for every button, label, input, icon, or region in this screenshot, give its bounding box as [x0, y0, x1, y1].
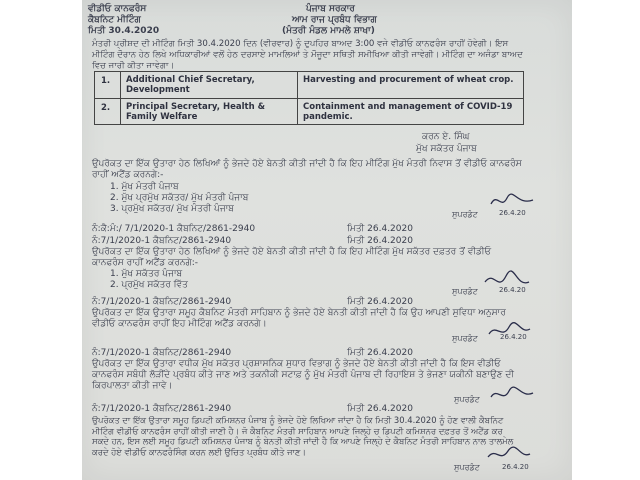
- section-3-list-item-1: 1. ਮੁੱਖ ਸਕੱਤਰ ਪੰਜਾਬ: [110, 269, 183, 279]
- header-right-line3: (ਮੰਤਰੀ ਮੰਡਲ ਮਾਮਲੇ ਸ਼ਾਖਾ): [282, 26, 375, 36]
- section-6-ref: ਨੰ:7/1/2020-1 ਕੈਬਨਿਟ/2861-2940: [92, 404, 232, 414]
- table-row-2-subject: Containment and management of COVID-19 pandemic.: [303, 102, 513, 122]
- header-right-line1: ਪੰਜਾਬ ਸਰਕਾਰ: [306, 4, 355, 14]
- intro-paragraph: ਮੰਤਰੀ ਪ੍ਰੀਸ਼ਦ ਦੀ ਮੀਟਿੰਗ ਮਿਤੀ 30.4.2020 ਦਿਨ (ਵੀਰਵਾਰ) ਨੂੰ ਦੁਪਹਿਰ ਬਾਅਦ 3:00 ਵਜੇ ਵੀਡੀਓ ਕਾਨਫਰੰਸ ਰਾਹੀਂ ਹੋਵੇਗੀ। ਇਸ ਮੀਟਿੰਗ ਦੌਰਾਨ ਹੇਠ ਲਿਖੇ ਅਧਿਕਾਰੀਆਂ ਵਲੋਂ ਹੇਠ ਦਰਸਾਏ ਮਾਮਲਿਆਂ ਤੇ ਮੌਜੂਦਾ ਸਥਿਤੀ ਸਮੀਖਿਆ ਕੀਤੀ ਜਾਵੇਗੀ। ਮੀਟਿੰਗ ਦਾ ਅਜੰਡਾ ਬਾਅਦ ਵਿਚ ਜਾਰੀ ਕੀਤਾ ਜਾਵੇਗਾ।: [92, 39, 523, 71]
- section-2-ref: ਨੰ:ਕੈ:ਮੰ:/ 7/1/2020-1 ਕੈਬਨਿਟ/2861-2940: [92, 224, 256, 234]
- section-3-list-item-2: 2. ਪ੍ਰਮੁੱਖ ਸਕੱਤਰ ਵਿੱਤ: [110, 280, 188, 290]
- section-3-handwritten-date: 26.4.20: [499, 286, 526, 294]
- section-4-ref: ਨੰ:7/1/2020-1 ਕੈਬਨਿਟ/2861-2940: [92, 297, 232, 307]
- section-6-handwritten-date: 26.4.20: [502, 463, 529, 471]
- header-left-line2: ਕੈਬਨਿਟ ਮੀਟਿੰਗ: [88, 15, 141, 25]
- section-5-sign: ਸੁਪਰਡੰਟ: [454, 395, 480, 404]
- signatory-name: ਕਰਨ ਏ. ਸਿੰਘ: [422, 132, 470, 142]
- section-5-ref: ਨੰ:7/1/2020-1 ਕੈਬਨਿਟ/2861-2940: [92, 348, 232, 358]
- section-1-list-item-1: 1. ਮੁੱਖ ਮੰਤਰੀ ਪੰਜਾਬ: [110, 182, 179, 192]
- section-6-sign: ਸੁਪਰਡੰਟ: [454, 463, 480, 472]
- table-row-2-num: 2.: [101, 103, 111, 113]
- agenda-table: [94, 71, 524, 125]
- document-photo: [82, 0, 572, 480]
- section-3-ref: ਨੰ:7/1/2020-1 ਕੈਬਨਿਟ/2861-2940: [92, 236, 232, 246]
- table-row-1-num: 1.: [101, 76, 111, 86]
- section-6-body: ਉਪਰੋਕਤ ਦਾ ਇੱਕ ਉਤਾਰਾ ਸਮੂਹ ਡਿਪਟੀ ਕਮਿਸ਼ਨਰ ਪੰਜਾਬ ਨੂੰ ਭੇਜਦੇ ਹੋਏ ਲਿਖਿਆ ਜਾਂਦਾ ਹੈ ਕਿ ਮਿਤੀ 30.4.2020 ਨੂੰ ਹੋਣ ਵਾਲੀ ਕੈਬਨਿਟ ਮੀਟਿੰਗ ਵੀਡੀਓ ਕਾਨਫਰੰਸ ਰਾਹੀਂ ਕੀਤੀ ਜਾਣੀ ਹੈ। ਜੋ ਕੈਬਨਿਟ ਮੰਤਰੀ ਸਾਹਿਬਾਨ ਆਪਣੇ ਜਿਲ੍ਹੇ ਚ ਡਿਪਟੀ ਕਮਿਸ਼ਨਰ ਦਫ਼ਤਰ ਤੋਂ ਅਟੈਂਡ ਕਰ ਸਕਦੇ ਹਨ, ਇਸ ਲਈ ਸਮੂਹ ਡਿਪਟੀ ਕਮਿਸ਼ਨਰ ਪੰਜਾਬ ਨੂੰ ਬੇਨਤੀ ਕੀਤੀ ਜਾਂਦੀ ਹੈ ਕਿ ਆਪਣੇ ਜਿਲ੍ਹੇ ਦੇ ਕੈਬਨਿਟ ਮੰਤਰੀ ਸਾਹਿਬਾਨ ਨਾਲ ਤਾਲਮੇਲ ਕਰਦੇ ਹੋਏ ਵੀਡੀਓ ਕਾਨਫਰੰਸਿੰਗ ਕਰਨ ਲਈ ਉਚਿਤ ਪ੍ਰਬੰਧ ਕੀਤੇ ਜਾਣ।: [92, 415, 514, 457]
- section-3-sign: ਸੁਪਰਡੰਟ: [452, 287, 478, 296]
- section-3-date: ਮਿਤੀ 26.4.2020: [347, 236, 413, 246]
- section-4-sign: ਸੁਪਰਡੰਟ: [452, 334, 478, 343]
- section-1-sign: ਸੁਪਰਡੰਟ: [452, 210, 478, 219]
- signatory-title: ਮੁੱਖ ਸਕੱਤਰ ਪੰਜਾਬ: [416, 144, 477, 154]
- header-left-line3: ਮਿਤੀ 30.4.2020: [88, 26, 160, 36]
- table-row-1-officer: Additional Chief Secretary, Development: [126, 75, 255, 95]
- section-5-date: ਮਿਤੀ 26.4.2020: [347, 348, 413, 358]
- signature-4: [487, 385, 537, 405]
- section-3-body: ਉਪਰੋਕਤ ਦਾ ਇੱਕ ਉਤਾਰਾ ਹੇਠ ਲਿਖਿਆਂ ਨੂੰ ਭੇਜਦੇ ਹੋਏ ਬੇਨਤੀ ਕੀਤੀ ਜਾਂਦੀ ਹੈ ਕਿ ਇਹ ਮੀਟਿੰਗ ਮੁੱਖ ਸਕੱਤਰ ਦਫ਼ਤਰ ਤੋਂ ਵੀਡੀਓ ਕਾਨਫਰੰਸ ਰਾਹੀਂ ਅਟੈਂਡ ਕਰਨਗੇ:-: [92, 247, 492, 268]
- section-1-handwritten-date: 26.4.20: [499, 209, 526, 217]
- table-row-1-subject: Harvesting and procurement of wheat crop.: [303, 75, 514, 85]
- table-row-2-officer: Principal Secretary, Health & Family Welfare: [126, 102, 265, 122]
- section-4-date: ਮਿਤੀ 26.4.2020: [347, 297, 413, 307]
- section-1-list-item-2: 2. ਮੁੱਖ ਪ੍ਰਮੁੱਖ ਸਕੱਤਰ/ ਮੁੱਖ ਮੰਤਰੀ ਪੰਜਾਬ: [110, 193, 249, 203]
- section-6-date: ਮਿਤੀ 26.4.2020: [347, 404, 413, 414]
- section-1-list-item-3: 3. ਪ੍ਰਮੁੱਖ ਸਕੱਤਰ/ ਮੁੱਖ ਮੰਤਰੀ ਪੰਜਾਬ: [110, 204, 234, 214]
- section-1-body: ਉਪਰੋਕਤ ਦਾ ਇੱਕ ਉਤਾਰਾ ਹੇਠ ਲਿਖਿਆਂ ਨੂੰ ਭੇਜਦੇ ਹੋਏ ਬੇਨਤੀ ਕੀਤੀ ਜਾਂਦੀ ਹੈ ਕਿ ਇਹ ਮੀਟਿੰਗ ਮੁੱਖ ਮੰਤਰੀ ਨਿਵਾਸ ਤੋਂ ਵੀਡੀਓ ਕਾਨਫਰੰਸ ਰਾਹੀਂ ਅਟੈਂਡ ਕਰਨਗੇ:-: [92, 159, 522, 180]
- header-left-line1: ਵੀਡੀਓ ਕਾਨਫਰੰਸ: [88, 4, 147, 14]
- header-right-line2: ਆਮ ਰਾਜ ਪ੍ਰਬੰਧ ਵਿਭਾਗ: [292, 15, 377, 25]
- section-5-body: ਉਪਰੋਕਤ ਦਾ ਇੱਕ ਉਤਾਰਾ ਵਧੀਕ ਮੁੱਖ ਸਕੱਤਰ ਪ੍ਰਸ਼ਾਸਨਿਕ ਸੁਧਾਰ ਵਿਭਾਗ ਨੂੰ ਭੇਜਦੇ ਹੋਏ ਬੇਨਤੀ ਕੀਤੀ ਜਾਂਦੀ ਹੈ ਕਿ ਇਸ ਵੀਡੀਓ ਕਾਨਫਰੰਸ ਸਬੰਧੀ ਲੋੜੀਂਦੇ ਪ੍ਰਬੰਧ ਕੀਤੇ ਜਾਣ ਅਤੇ ਤਕਨੀਕੀ ਸਟਾਫ਼ ਨੂੰ ਮੁੱਖ ਮੰਤਰੀ ਪੰਜਾਬ ਦੀ ਰਿਹਾਇਸ਼ ਤੇ ਭੇਜਣਾ ਯਕੀਨੀ ਬਣਾਉਣ ਦੀ ਕਿਰਪਾਲਤਾ ਕੀਤੀ ਜਾਵੇ।: [92, 359, 515, 391]
- section-2-date: ਮਿਤੀ 26.4.2020: [347, 224, 413, 234]
- section-4-body: ਉਪਰੋਕਤ ਦਾ ਇੱਕ ਉਤਾਰਾ ਸਮੂਹ ਕੈਬਨਿਟ ਮੰਤਰੀ ਸਾਹਿਬਾਨ ਨੂੰ ਭੇਜਦੇ ਹੋਏ ਬੇਨਤੀ ਕੀਤੀ ਜਾਂਦੀ ਹੈ ਕਿ ਉਹ ਆਪਣੀ ਸੁਵਿਧਾ ਅਨੁਸਾਰ ਵੀਡੀਓ ਕਾਨਫਰੰਸ ਰਾਹੀਂ ਇਹ ਮੀਟਿੰਗ ਅਟੈਂਡ ਕਰਨਗੇ।: [92, 308, 506, 329]
- section-4-handwritten-date: 26.4.20: [500, 333, 527, 341]
